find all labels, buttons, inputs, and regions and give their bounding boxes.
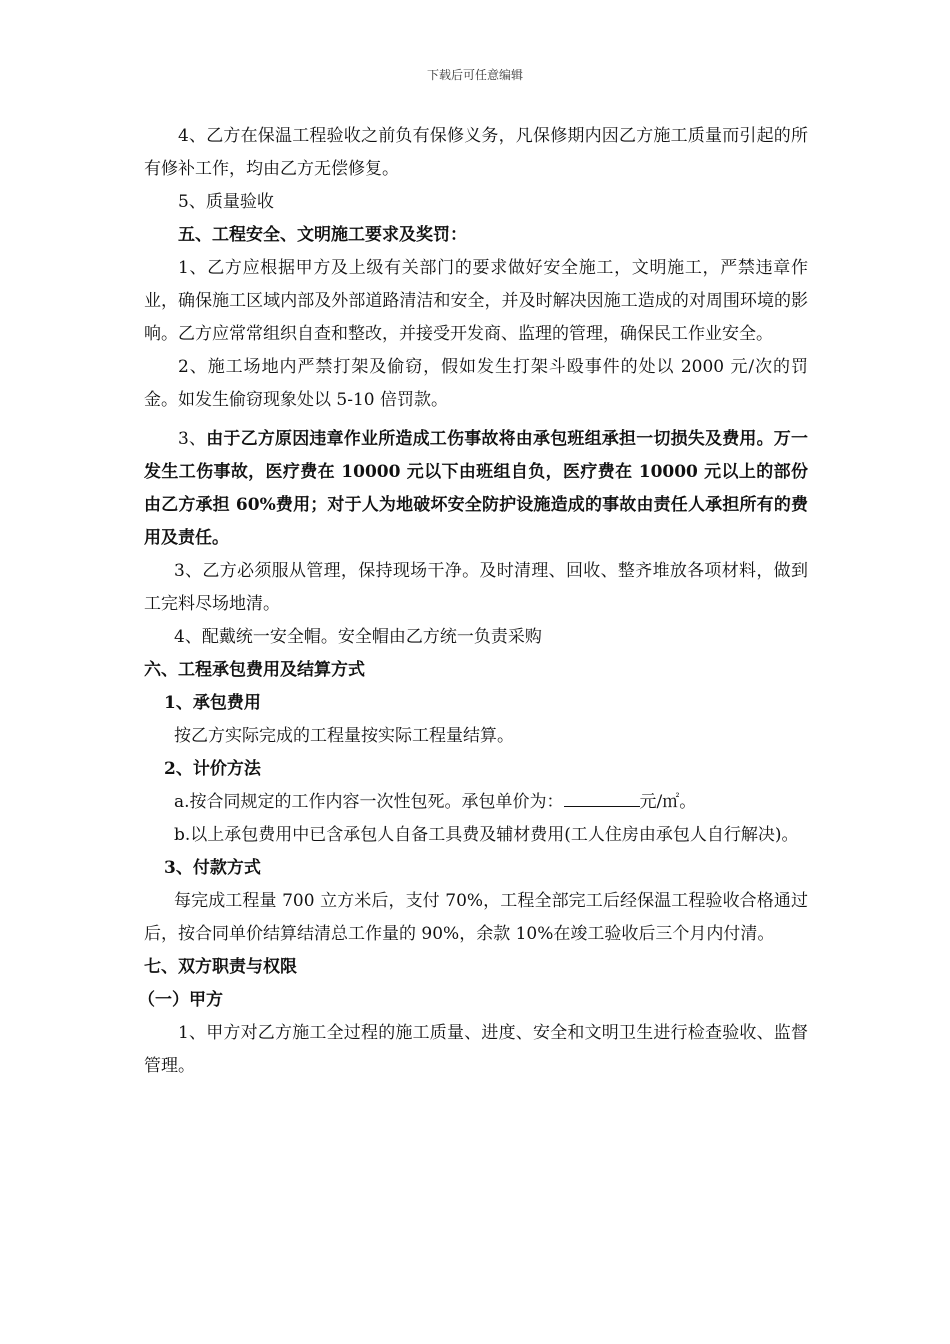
page-header: 下载后可任意编辑 <box>426 68 523 82</box>
paragraph-safety-4: 4、配戴统一安全帽。安全帽由乙方统一负责采购 <box>174 627 542 647</box>
paragraph-bold-text: 由于乙方原因违章作业所造成工伤事故将由承包班组承担一切损失及费用。万一发生工伤事故，医疗费在 10000 元以下由班组自负，医疗费在 10000 元以上的部份由乙方承担 60%费用；对于人为地破坏安全防护设施造成的事故由责任人承担所有的费用及责任。 <box>144 429 808 548</box>
paragraph-payment: 每完成工程量 700 立方米后，支付 70%，工程全部完工后经保温工程验收合格通过后，按合同单价结算结清总工作量的 90%，余款 10%在竣工验收后三个月内付清。 <box>144 891 808 944</box>
subheading-pricing: 2、计价方法 <box>164 759 261 779</box>
paragraph-safety-1: 1、乙方应根据甲方及上级有关部门的要求做好安全施工，文明施工，严禁违章作业，确保施工区域内部及外部道路清洁和安全，并及时解决因施工造成的对周围环境的影响。乙方应常常组织自查和整改，并接受开发商、监理的管理，确保民工作业安全。 <box>144 258 808 344</box>
paragraph-pricing-a <box>144 786 808 819</box>
paragraph-party-a-1: 1、甲方对乙方施工全过程的施工质量、进度、安全和文明卫生进行检查验收、监督管理。 <box>144 1023 808 1076</box>
section-heading-safety: 五、工程安全、文明施工要求及奖罚： <box>178 225 467 245</box>
paragraph-safety-2: 2、施工场地内严禁打架及偷窃，假如发生打架斗殴事件的处以 2000 元/次的罚金。如发生偷窃现象处以 5-10 倍罚款。 <box>144 357 808 410</box>
document-body <box>138 120 808 1083</box>
pricing-a-unit: 元/㎡。 <box>639 792 697 812</box>
paragraph-pricing-b: b.以上承包费用中已含承包人自备工具费及辅材费用(工人住房由承包人自行解决)。 <box>174 825 799 845</box>
section-heading-responsibilities: 七、双方职责与权限 <box>144 957 297 977</box>
paragraph-prefix: 3、 <box>178 429 207 449</box>
subheading-party-a: （一）甲方 <box>138 990 223 1010</box>
paragraph-safety-3-bold <box>144 423 808 555</box>
subheading-contract-cost: 1、承包费用 <box>164 693 261 713</box>
paragraph-warranty: 4、乙方在保温工程验收之前负有保修义务，凡保修期内因乙方施工质量而引起的所有修补工作，均由乙方无偿修复。 <box>144 126 808 179</box>
paragraph-cost: 按乙方实际完成的工程量按实际工程量结算。 <box>174 726 514 746</box>
pricing-a-text: a.按合同规定的工作内容一次性包死。承包单价为： <box>174 792 564 812</box>
section-heading-cost: 六、工程承包费用及结算方式 <box>144 660 365 680</box>
subheading-payment: 3、付款方式 <box>164 858 261 878</box>
paragraph-safety-3: 3、乙方必须服从管理，保持现场干净。及时清理、回收、整齐堆放各项材料，做到工完料尽场地清。 <box>144 561 808 614</box>
unit-price-blank <box>564 790 640 807</box>
paragraph-quality-acceptance: 5、质量验收 <box>178 192 274 212</box>
